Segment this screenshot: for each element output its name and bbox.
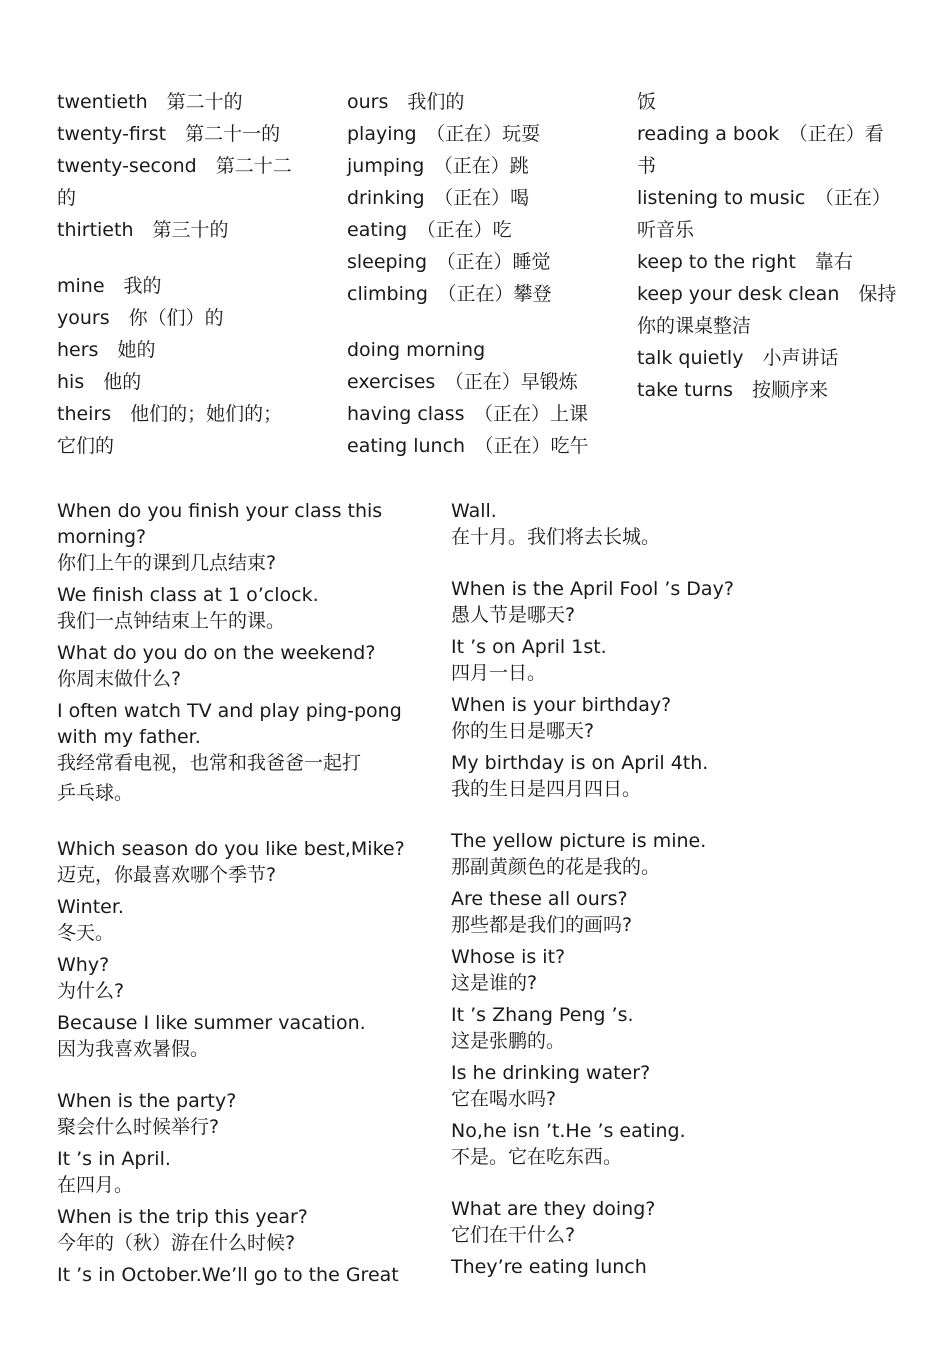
chinese-translation: 在四月。	[57, 1174, 134, 1196]
vocab-entry: 的	[57, 187, 77, 209]
english-sentence: When is the April Fool ’s Day?	[451, 578, 734, 600]
english-sentence: Whose is it?	[451, 946, 566, 968]
english-sentence: What do you do on the weekend?	[57, 642, 376, 664]
vocab-entry: exercises （正在）早锻炼	[347, 371, 578, 393]
chinese-translation: 你周末做什么?	[57, 668, 182, 690]
vocab-column-1	[57, 86, 327, 462]
chinese-translation: 它们在干什么?	[451, 1224, 576, 1246]
english-sentence: Why?	[57, 954, 110, 976]
section-spacer	[57, 1068, 437, 1088]
english-sentence: They’re eating lunch	[451, 1256, 647, 1278]
vocab-column-3	[637, 86, 907, 406]
english-sentence: Which season do you like best,Mike?	[57, 838, 405, 860]
vocab-entry: 听音乐	[637, 219, 695, 241]
vocab-entry: thirtieth 第三十的	[57, 219, 229, 241]
dialogue-line	[57, 1146, 437, 1198]
vocab-entry: eating lunch （正在）吃午	[347, 435, 589, 457]
vocab-entry: mine 我的	[57, 275, 162, 297]
vocab-entry: reading a book （正在）看	[637, 123, 884, 145]
chinese-translation: 今年的（秋）游在什么时候?	[57, 1232, 296, 1254]
section-spacer	[451, 556, 831, 576]
dialogue-line	[451, 576, 831, 628]
section-spacer	[451, 1176, 831, 1196]
english-sentence: My birthday is on April 4th.	[451, 752, 709, 774]
english-sentence: When do you finish your class this	[57, 500, 383, 522]
chinese-translation: 迈克，你最喜欢哪个季节?	[57, 864, 277, 886]
english-sentence: I often watch TV and play ping-pong	[57, 700, 402, 722]
english-sentence: Wall.	[451, 500, 497, 522]
dialogue-line	[451, 1060, 831, 1112]
english-sentence: It ’s in October.We’ll go to the Great	[57, 1264, 399, 1286]
vocab-entry: ours 我们的	[347, 91, 465, 113]
vocab-entry: his 他的	[57, 371, 142, 393]
dialogue-line	[57, 1088, 437, 1140]
chinese-translation: 你的生日是哪天?	[451, 720, 595, 742]
dialogue-line	[451, 634, 831, 686]
chinese-translation: 这是张鹏的。	[451, 1030, 566, 1052]
chinese-translation: 在十月。我们将去长城。	[451, 526, 661, 548]
vocab-entry: playing （正在）玩耍	[347, 123, 541, 145]
vocab-entry: twenty-first 第二十一的	[57, 123, 281, 145]
dialogue-line	[451, 750, 831, 802]
chinese-translation: 那副黄颜色的花是我的。	[451, 856, 661, 878]
english-sentence: with my father.	[57, 726, 201, 748]
dialogue-line	[451, 692, 831, 744]
vocab-entry: eating （正在）吃	[347, 219, 512, 241]
dialogue-line	[451, 944, 831, 996]
dialogue-line	[451, 1002, 831, 1054]
section-spacer	[57, 816, 437, 836]
chinese-translation: 我经常看电视，也常和我爸爸一起打	[57, 752, 362, 774]
chinese-translation: 因为我喜欢暑假。	[57, 1038, 210, 1060]
chinese-translation: 那些都是我们的画吗?	[451, 914, 633, 936]
english-sentence: Are these all ours?	[451, 888, 628, 910]
dialogue-line	[451, 1196, 831, 1248]
vocab-entry: theirs 他们的；她们的；	[57, 403, 283, 425]
english-sentence: What are they doing?	[451, 1198, 656, 1220]
chinese-translation: 聚会什么时候举行?	[57, 1116, 220, 1138]
dialogue-line	[57, 698, 437, 810]
chinese-translation: 冬天。	[57, 922, 115, 944]
english-sentence: morning?	[57, 526, 147, 548]
chinese-translation: 不是。它在吃东西。	[451, 1146, 623, 1168]
english-sentence: The yellow picture is mine.	[451, 830, 707, 852]
dialogue-line	[57, 582, 437, 634]
dialogue-line	[57, 952, 437, 1004]
dialogue-line	[57, 836, 437, 888]
vocab-entry: keep to the right 靠右	[637, 251, 853, 273]
dialogue-line	[451, 828, 831, 880]
chinese-translation: 我的生日是四月四日。	[451, 778, 642, 800]
dialogue-line	[451, 1118, 831, 1170]
chinese-translation: 四月一日。	[451, 662, 547, 684]
vocab-entry: 书	[637, 155, 657, 177]
vocab-entry: keep your desk clean 保持	[637, 283, 897, 305]
dialogue-line	[451, 886, 831, 938]
section-spacer	[451, 808, 831, 828]
vocab-entry: sleeping （正在）睡觉	[347, 251, 551, 273]
vocab-entry: having class （正在）上课	[347, 403, 589, 425]
vocab-entry: jumping （正在）跳	[347, 155, 529, 177]
vocab-entry: listening to music （正在）	[637, 187, 891, 209]
dialogue-line	[57, 640, 437, 692]
english-sentence: Because I like summer vacation.	[57, 1012, 366, 1034]
vocab-entry: 饭	[637, 91, 657, 113]
english-sentence: When is your birthday?	[451, 694, 672, 716]
dialogue-column-left	[57, 498, 437, 1294]
vocab-entry: take turns 按顺序来	[637, 379, 829, 401]
vocab-entry: 你的课桌整洁	[637, 315, 752, 337]
dialogue-column-right	[451, 498, 831, 1286]
dialogue-line	[57, 1262, 437, 1288]
dialogue-line	[57, 1010, 437, 1062]
english-sentence: When is the party?	[57, 1090, 237, 1112]
english-sentence: It ’s on April 1st.	[451, 636, 607, 658]
dialogue-line	[57, 894, 437, 946]
chinese-translation: 你们上午的课到几点结束?	[57, 552, 277, 574]
chinese-translation: 愚人节是哪天?	[451, 604, 576, 626]
vocab-spacer	[347, 310, 617, 334]
dialogue-line	[451, 1254, 831, 1280]
vocab-column-2	[347, 86, 617, 462]
chinese-translation: 我们一点钟结束上午的课。	[57, 610, 286, 632]
vocab-entry: talk quietly 小声讲话	[637, 347, 839, 369]
chinese-translation: 为什么?	[57, 980, 125, 1002]
chinese-translation: 乒乓球。	[57, 782, 134, 804]
english-sentence: It ’s in April.	[57, 1148, 171, 1170]
chinese-translation: 这是谁的?	[451, 972, 538, 994]
dialogue-line	[57, 498, 437, 576]
chinese-translation: 它在喝水吗?	[451, 1088, 557, 1110]
vocab-entry: twenty-second 第二十二	[57, 155, 292, 177]
english-sentence: We finish class at 1 o’clock.	[57, 584, 319, 606]
vocab-entry: hers 她的	[57, 339, 156, 361]
dialogue-line	[57, 1204, 437, 1256]
vocab-entry: yours 你（们）的	[57, 307, 224, 329]
english-sentence: When is the trip this year?	[57, 1206, 308, 1228]
vocab-spacer	[57, 246, 327, 270]
english-sentence: Is he drinking water?	[451, 1062, 651, 1084]
dialogue-line	[451, 498, 831, 550]
english-sentence: Winter.	[57, 896, 124, 918]
vocab-entry: 它们的	[57, 435, 115, 457]
vocab-entry: drinking （正在）喝	[347, 187, 530, 209]
vocab-entry: climbing （正在）攀登	[347, 283, 552, 305]
english-sentence: It ’s Zhang Peng ’s.	[451, 1004, 634, 1026]
vocab-entry: doing morning	[347, 339, 486, 361]
vocab-entry: twentieth 第二十的	[57, 91, 243, 113]
english-sentence: No,he isn ’t.He ’s eating.	[451, 1120, 686, 1142]
